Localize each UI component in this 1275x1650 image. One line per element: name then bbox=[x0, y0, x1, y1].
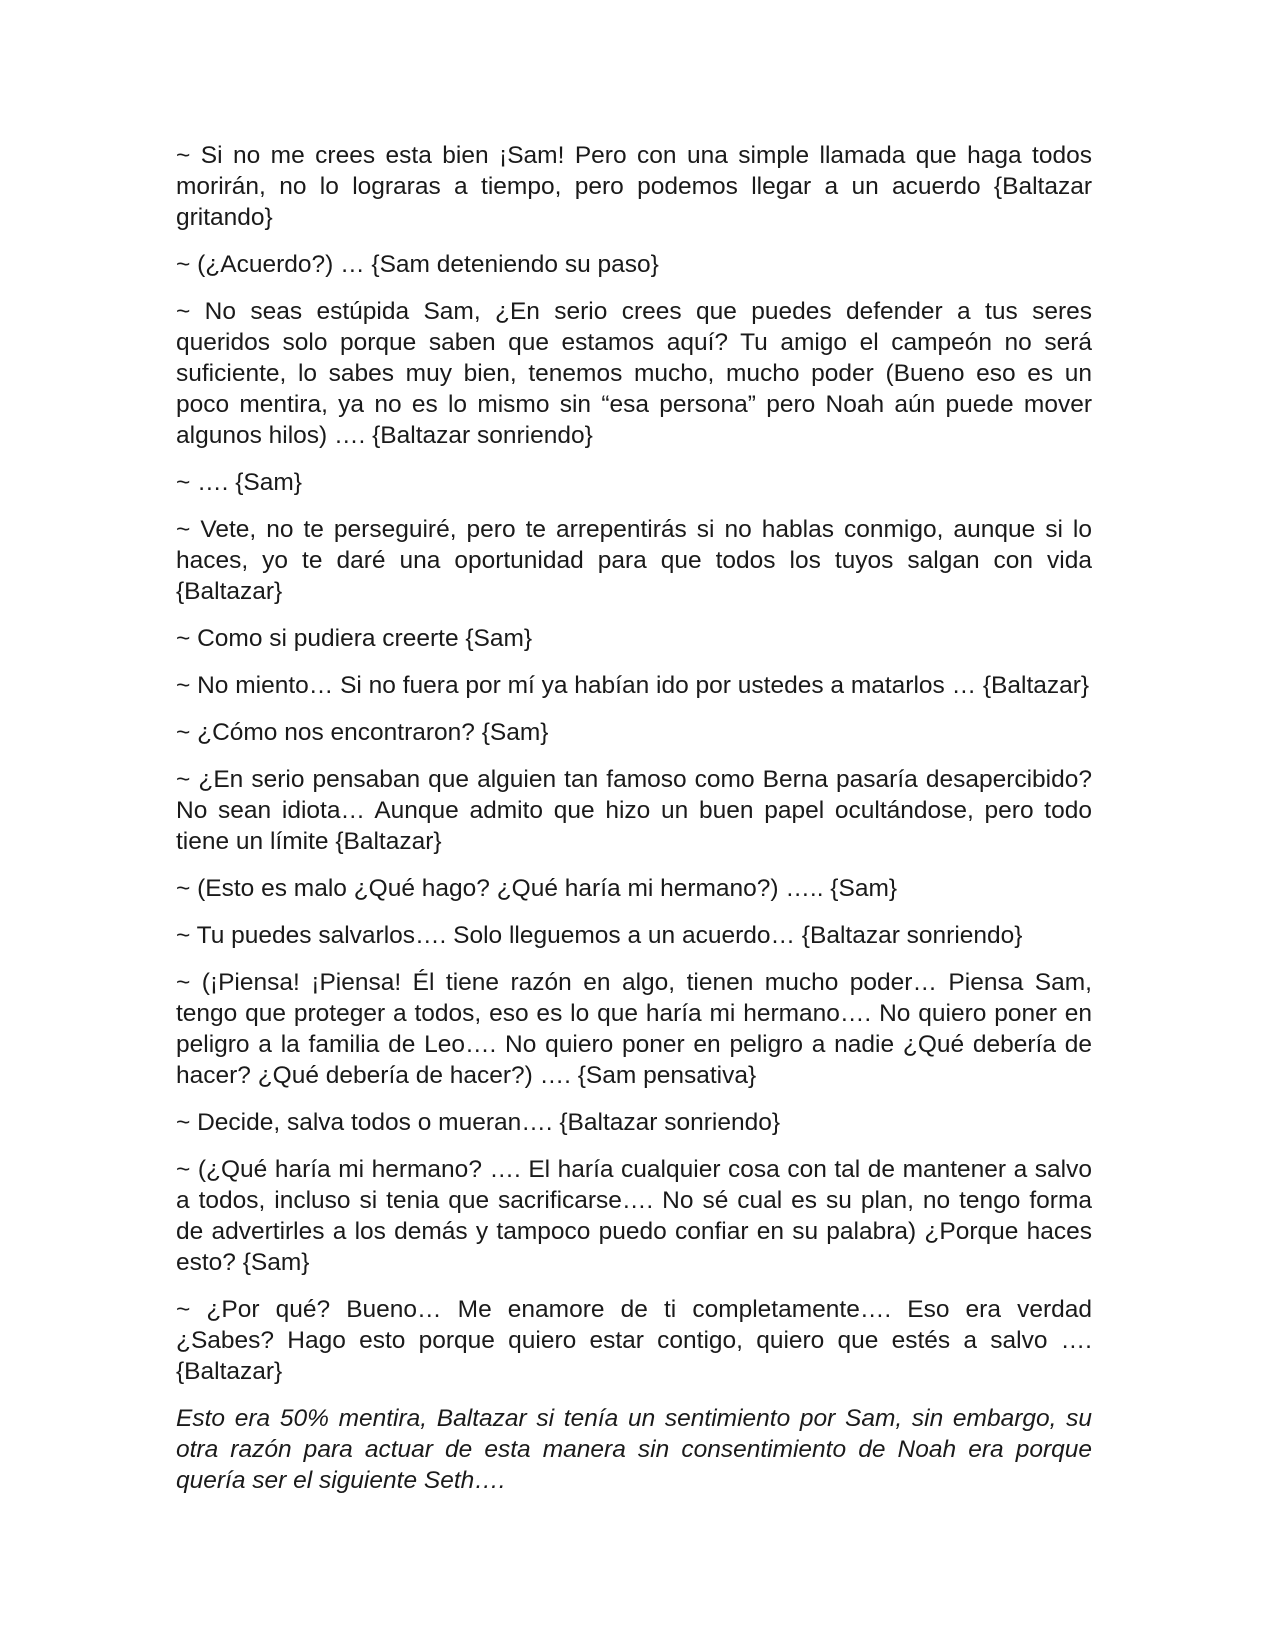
dialogue-paragraph: ~ …. {Sam} bbox=[176, 469, 302, 496]
dialogue-paragraph: ~ Decide, salva todos o mueran…. {Baltazar sonriendo} bbox=[176, 1109, 781, 1136]
dialogue-paragraph: ~ ¿En serio pensaban que alguien tan famoso como Berna pasaría desapercibido? No sean idiota… Aunque admito que hizo un buen papel ocultándose, pero todo tiene un límite {Baltazar} bbox=[176, 766, 1092, 855]
dialogue-paragraph: ~ Como si pudiera creerte {Sam} bbox=[176, 625, 533, 652]
dialogue-paragraph: ~ No miento… Si no fuera por mí ya habían ido por ustedes a matarlos … {Baltazar} bbox=[176, 672, 1090, 699]
dialogue-paragraph: ~ Si no me crees esta bien ¡Sam! Pero con una simple llamada que haga todos morirán, no lo lograras a tiempo, pero podemos llegar a un acuerdo {Baltazar gritando} bbox=[176, 142, 1092, 231]
narration-paragraph: Esto era 50% mentira, Baltazar si tenía un sentimiento por Sam, sin embargo, su otra razón para actuar de esta manera sin consentimiento de Noah era porque quería ser el siguiente Seth…. bbox=[176, 1405, 1092, 1494]
dialogue-paragraph: ~ (Esto es malo ¿Qué hago? ¿Qué haría mi hermano?) ….. {Sam} bbox=[176, 875, 898, 902]
dialogue-paragraph: ~ (¿Acuerdo?) … {Sam deteniendo su paso} bbox=[176, 251, 659, 278]
dialogue-paragraph: ~ (¿Qué haría mi hermano? …. El haría cualquier cosa con tal de mantener a salvo a todos, incluso si tenia que sacrificarse…. No sé cual es su plan, no tengo forma de advertirles a los demás y tampoco puedo confiar en su palabra) ¿Porque haces esto? {Sam} bbox=[176, 1156, 1092, 1276]
dialogue-paragraph: ~ No seas estúpida Sam, ¿En serio crees que puedes defender a tus seres queridos solo porque saben que estamos aquí? Tu amigo el campeón no será suficiente, lo sabes muy bien, tenemos mucho, mucho poder (Bueno eso es un poco mentira, ya no es lo mismo sin “esa persona” pero Noah aún puede mover algunos hilos) …. {Baltazar sonriendo} bbox=[176, 298, 1092, 449]
dialogue-paragraph: ~ Vete, no te perseguiré, pero te arrepentirás si no hablas conmigo, aunque si lo haces, yo te daré una oportunidad para que todos los tuyos salgan con vida {Baltazar} bbox=[176, 516, 1092, 605]
dialogue-paragraph: ~ ¿Por qué? Bueno… Me enamore de ti completamente…. Eso era verdad ¿Sabes? Hago esto porque quiero estar contigo, quiero que estés a salvo …. {Baltazar} bbox=[176, 1296, 1092, 1385]
document-page bbox=[176, 140, 1092, 1512]
dialogue-paragraph: ~ (¡Piensa! ¡Piensa! Él tiene razón en algo, tienen mucho poder… Piensa Sam, tengo que proteger a todos, eso es lo que haría mi hermano…. No quiero poner en peligro a la familia de Leo…. No quiero poner en peligro a nadie ¿Qué debería de hacer? ¿Qué debería de hacer?) …. {Sam pensativa} bbox=[176, 969, 1092, 1089]
dialogue-paragraph: ~ Tu puedes salvarlos…. Solo lleguemos a un acuerdo… {Baltazar sonriendo} bbox=[176, 922, 1023, 949]
dialogue-paragraph: ~ ¿Cómo nos encontraron? {Sam} bbox=[176, 719, 549, 746]
